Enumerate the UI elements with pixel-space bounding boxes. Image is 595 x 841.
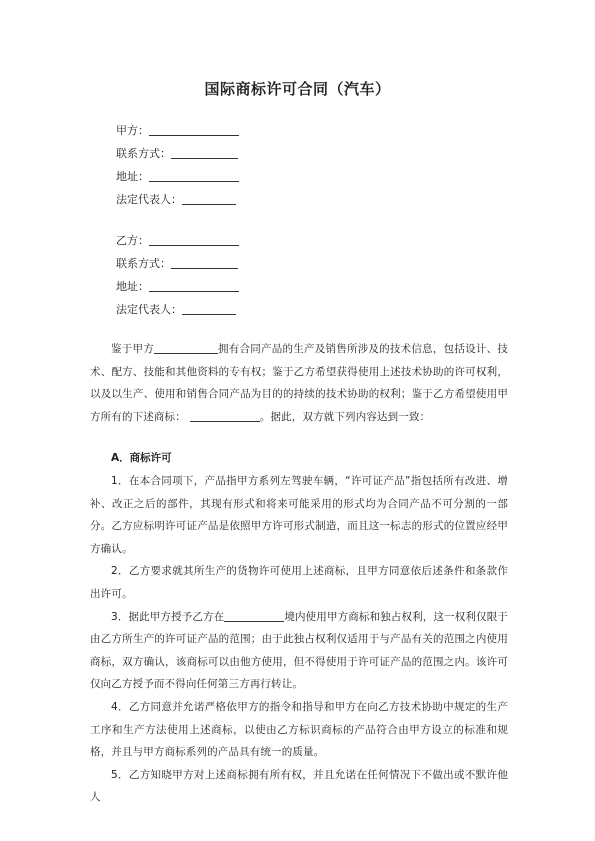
clause-1: 1．在本合同项下，产品指甲方系列左驾驶车辆，“许可证产品”指包括所有改进、增补、改正之后的部件，其现有形式和将来可能采用的形式均为合同产品不可分割的一部分。乙方应标明许可证产品是依照甲方许可形式制造，而且这一标志的形式的位置应经甲方确认。 [90,475,508,555]
preamble-text-2: 拥有合同产品的生产及销售所涉及的技术信息，包括设计、技术、配方、技能和其他资料的专有权；鉴于乙方希望获得使用上述技术协助的许可权利，以及以生产、使用和销售合同产品为目的的持续的技术协助的权利；鉴于乙方希望使用甲方所有的下述商标： [90,343,508,423]
preamble-trademark-blank [190,409,260,422]
clause-3-territory-blank [224,609,284,622]
party-b-address-row [116,275,239,298]
preamble-paragraph [90,338,508,428]
clause-4: 4．乙方同意并允诺严格依甲方的指令和指导和甲方在向乙方技术协助中规定的生产工序和生产方法使用上述商标，以使由乙方标识商标的产品符合由甲方设立的标准和规格，并且与甲方商标系列的产品具有统一的质量。 [90,700,508,759]
party-a-name-row [116,119,239,142]
party-a-address-label: 地址： [116,170,149,183]
party-a-rep-row [116,188,239,211]
document-title: 国际商标许可合同（汽车） [204,80,391,98]
party-b-name-label: 乙方： [116,234,149,247]
party-b-rep-blank [182,301,236,315]
clause-3-text-2: 境内使用甲方商标和独占权利，这一权利仅限于由乙方所生产的许可证产品的范围；由于此独占权利仅适用于与产品有关的范围之内使用商标，双方确认，该商标可以由他方使用，但不得使用于许可证产品的范围之内。该许可仅向乙方授予而不得向任何第三方再行转让。 [90,610,508,691]
party-b-name-blank [149,232,239,246]
section-a-clauses [90,470,508,809]
party-b-block [116,229,239,321]
clause-5: 5．乙方知晓甲方对上述商标拥有所有权，并且允诺在任何情况下不做出或不默许他人 [90,768,508,804]
party-a-block [116,119,239,211]
party-b-contact-blank [171,255,238,269]
party-b-rep-row [116,298,239,321]
party-b-address-blank [149,278,239,292]
party-a-rep-label: 法定代表人： [116,193,182,206]
party-a-contact-row [116,142,239,165]
party-b-rep-label: 法定代表人： [116,303,182,316]
clause-2: 2．乙方要求就其所生产的货物许可使用上述商标，且甲方同意依后述条件和条款作出许可。 [90,565,508,600]
party-b-name-row [116,229,239,252]
preamble [90,338,508,428]
clause-3-text-1: 3．据此甲方授予乙方在 [111,610,225,623]
preamble-party-a-blank [154,341,218,354]
preamble-text-3: 。据此，双方就下列内容达到一致： [259,410,431,423]
party-a-name-label: 甲方： [116,124,149,137]
party-b-contact-row [116,252,239,275]
party-a-rep-blank [182,191,236,205]
party-a-address-row [116,165,239,188]
preamble-text-1: 鉴于甲方 [111,343,154,355]
party-b-contact-label: 联系方式： [116,257,171,270]
party-a-name-blank [149,122,239,136]
party-a-contact-label: 联系方式： [116,147,171,160]
party-a-contact-blank [171,145,238,159]
clause-3 [90,606,508,696]
party-a-address-blank [149,168,239,182]
party-b-address-label: 地址： [116,280,149,293]
section-a-heading: A．商标许可 [111,452,172,464]
